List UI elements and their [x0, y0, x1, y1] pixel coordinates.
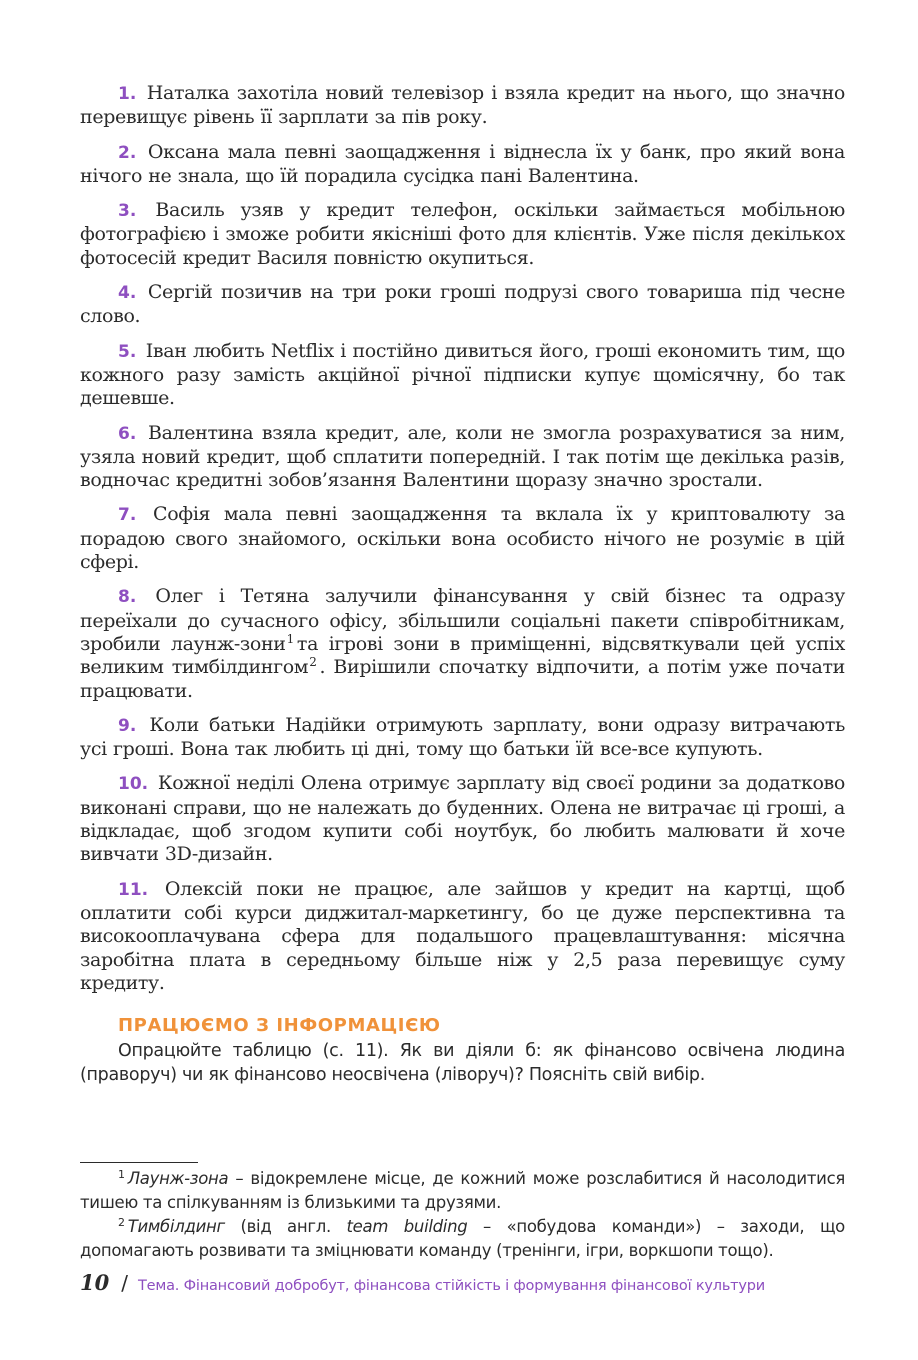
footnote-text: – «побудова команди») – заходи, що допомагають розвивати та зміцнювати команду (тренінги, ігри, воркшопи тощо).	[80, 1217, 845, 1260]
page-footer	[80, 1270, 880, 1295]
list-item	[80, 340, 845, 411]
footnote-ref: 1	[286, 631, 294, 646]
item-number: 3.	[118, 201, 137, 222]
footnote-term: Тимбілдинг	[127, 1217, 225, 1236]
item-number: 7.	[118, 505, 137, 526]
list-item	[80, 422, 845, 493]
footnote-mark: 1	[118, 1168, 125, 1181]
footnote-term-english: team building	[346, 1217, 468, 1236]
item-number: 1.	[118, 84, 137, 104]
footnote-ref: 2	[309, 655, 317, 670]
item-number: 10.	[118, 774, 149, 795]
item-text: Сергій позичив на три роки гроші подрузі свого товариша під чесне слово.	[80, 281, 845, 328]
section-heading: ПРАЦЮЄМО З ІНФОРМАЦІЄЮ	[118, 1015, 441, 1037]
item-number: 9.	[118, 715, 137, 736]
list-item	[80, 714, 845, 762]
list-item	[80, 82, 845, 130]
item-text: Василь узяв у кредит телефон, оскільки займається мобільною фотографією і зможе робити якісніші фото для клієнтів. Уже після декількох фотосесій кредит Василя повністю окупиться.	[80, 199, 846, 269]
item-text: Валентина взяла кредит, але, коли не змогла розрахуватися за ним, узяла новий кредит, щоб сплатити попередній. І так потім ще декілька разів, водночас кредитні зобов’язання Валентини щоразу значно зростали.	[80, 421, 845, 492]
list-item	[80, 141, 845, 189]
item-number: 5.	[118, 341, 137, 362]
item-number: 11.	[118, 879, 149, 900]
list-item	[80, 503, 845, 574]
item-text: Олег і Тетяна залучили фінансування у свій бізнес та одразу переїхали до сучасного офісу, збільшили соціальні пакети співробітникам, зробили лаунж-зони	[80, 585, 845, 655]
footnote-text: – відокремлене місце, де кожний може розслабитися й насолодитися тишею та спілкуванням із близькими та друзями.	[80, 1169, 845, 1212]
item-text: Іван любить Netflix і постійно дивиться його, гроші економить тим, що кожного разу замість акційної річної підписки купує щомісячну, бо так дешевше.	[80, 339, 845, 410]
list-item	[80, 281, 845, 329]
footer-title: Тема. Фінансовий добробут, фінансова стійкість і формування фінансової культури	[137, 1278, 766, 1294]
footnote	[80, 1167, 845, 1214]
task-text: Опрацюйте таблицю (с. 11). Як ви діяли б: як фінансово освічена людина (праворуч) чи як фінансово неосвічена (ліворуч)? Поясніть свій вибір.	[80, 1041, 845, 1085]
footnote	[80, 1215, 845, 1262]
item-text: та ігрові зони в приміщенні, відсвяткували цей успіх великим тимбілдингом	[80, 632, 845, 679]
footnote-text: (від англ.	[224, 1217, 347, 1236]
item-number: 8.	[118, 587, 137, 608]
footnote-term: Лаунж-зона	[127, 1169, 229, 1188]
item-text: Олексій поки не працює, але зайшов у кредит на картці, щоб оплатити собі курси диджитал-маркетингу, бо це дуже перспективна та високооплачувана сфера для подальшого працевлаштування: місячна заробітна плата в середньому більше ніж у 2,5 раза перевищує суму кредиту.	[80, 877, 845, 994]
page-number: 10	[80, 1270, 110, 1295]
item-number: 2.	[118, 142, 137, 163]
footnotes	[80, 1162, 845, 1263]
item-text: Коли батьки Надійки отримують зарплату, вони одразу витрачають усі гроші. Вона так любить ці дні, тому що батьки їй все-все купують.	[80, 713, 845, 761]
page-content	[80, 82, 845, 1087]
footnote-mark: 2	[118, 1216, 125, 1229]
list-item	[80, 878, 845, 995]
list-item	[80, 772, 845, 866]
item-number: 4.	[118, 283, 137, 304]
footnote-divider	[80, 1162, 198, 1163]
item-text: Оксана мала певні заощадження і віднесла їх у банк, про який вона нічого не знала, що їй порадила сусідка пані Валентина.	[80, 140, 845, 187]
item-text: Софія мала певні заощадження та вклала їх у криптовалюту за порадою свого знайомого, оскільки вона особисто нічого не розуміє в цій сфері.	[80, 503, 845, 574]
item-text: Кожної неділі Олена отримує зарплату від своєї родини за додатково виконані справи, що не належать до буденних. Олена не витрачає ці гроші, а відкладає, щоб згодом купити собі ноутбук, бо любить малювати й хоче вивчати 3D-дизайн.	[80, 772, 845, 866]
list-item	[80, 585, 845, 702]
item-text: Наталка захотіла новий телевізор і взяла кредит на нього, що значно перевищує рівень її зарплати за пів року.	[80, 82, 845, 129]
item-number: 6.	[118, 423, 137, 444]
footer-separator: /	[121, 1271, 128, 1295]
list-item	[80, 199, 845, 270]
item-text: . Вирішили спочатку відпочити, а потім уже почати працювати.	[80, 656, 845, 702]
